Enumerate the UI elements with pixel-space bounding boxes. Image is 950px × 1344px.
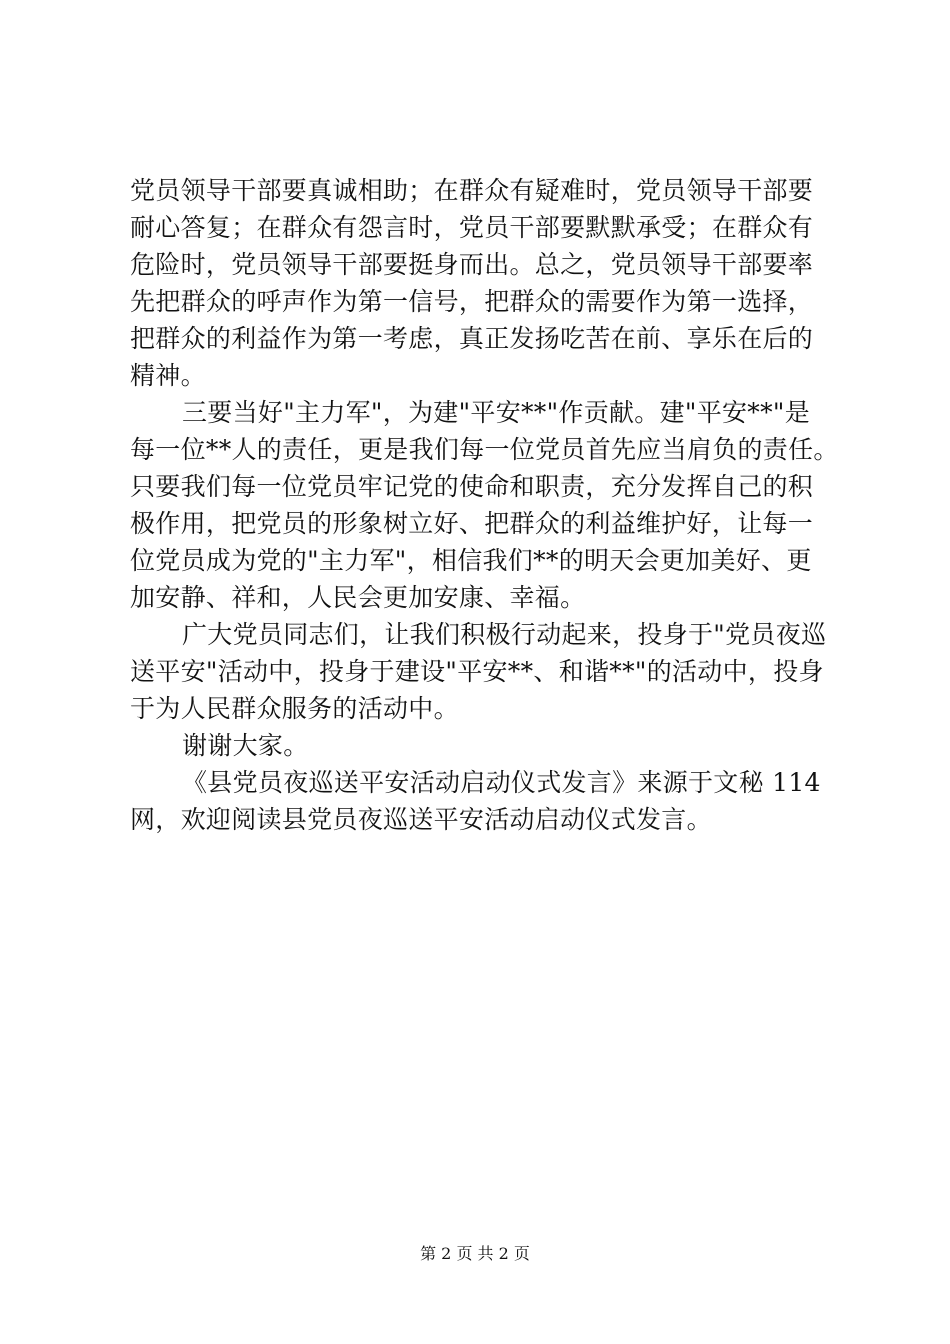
text-line: 送平安"活动中，投身于建设"平安**、和谐**"的活动中，投身 bbox=[130, 657, 824, 686]
text-line: 三要当好"主力军"，为建"平安**"作贡献。建"平安**"是 bbox=[182, 398, 810, 427]
text-line: 耐心答复；在群众有怨言时，党员干部要默默承受；在群众有 bbox=[130, 213, 814, 242]
text-line: 危险时，党员领导干部要挺身而出。总之，党员领导干部要率 bbox=[130, 250, 814, 279]
text-line: 广大党员同志们，让我们积极行动起来，投身于"党员夜巡 bbox=[182, 620, 827, 649]
text-line: 《县党员夜巡送平安活动启动仪式发言》来源于文秘 114 bbox=[182, 768, 821, 797]
text-line: 加安静、祥和，人民会更加安康、幸福。 bbox=[130, 583, 586, 612]
text-line: 只要我们每一位党员牢记党的使命和职责，充分发挥自己的积 bbox=[130, 472, 814, 501]
text-line: 先把群众的呼声作为第一信号，把群众的需要作为第一选择， bbox=[130, 287, 814, 316]
document-body bbox=[130, 172, 839, 838]
text-line: 精神。 bbox=[130, 361, 206, 390]
text-line: 于为人民群众服务的活动中。 bbox=[130, 694, 459, 723]
text-line: 党员领导干部要真诚相助；在群众有疑难时，党员领导干部要 bbox=[130, 176, 814, 205]
text-line: 每一位**人的责任，更是我们每一位党员首先应当肩负的责任。 bbox=[130, 435, 839, 464]
text-line: 谢谢大家。 bbox=[182, 731, 309, 760]
text-line: 位党员成为党的"主力军"，相信我们**的明天会更加美好、更 bbox=[130, 546, 812, 575]
text-line: 把群众的利益作为第一考虑，真正发扬吃苦在前、享乐在后的 bbox=[130, 324, 814, 353]
text-line: 网，欢迎阅读县党员夜巡送平安活动启动仪式发言。 bbox=[130, 805, 712, 834]
page-footer: 第 2 页 共 2 页 bbox=[420, 1244, 530, 1263]
text-line: 极作用，把党员的形象树立好、把群众的利益维护好，让每一 bbox=[130, 509, 814, 538]
